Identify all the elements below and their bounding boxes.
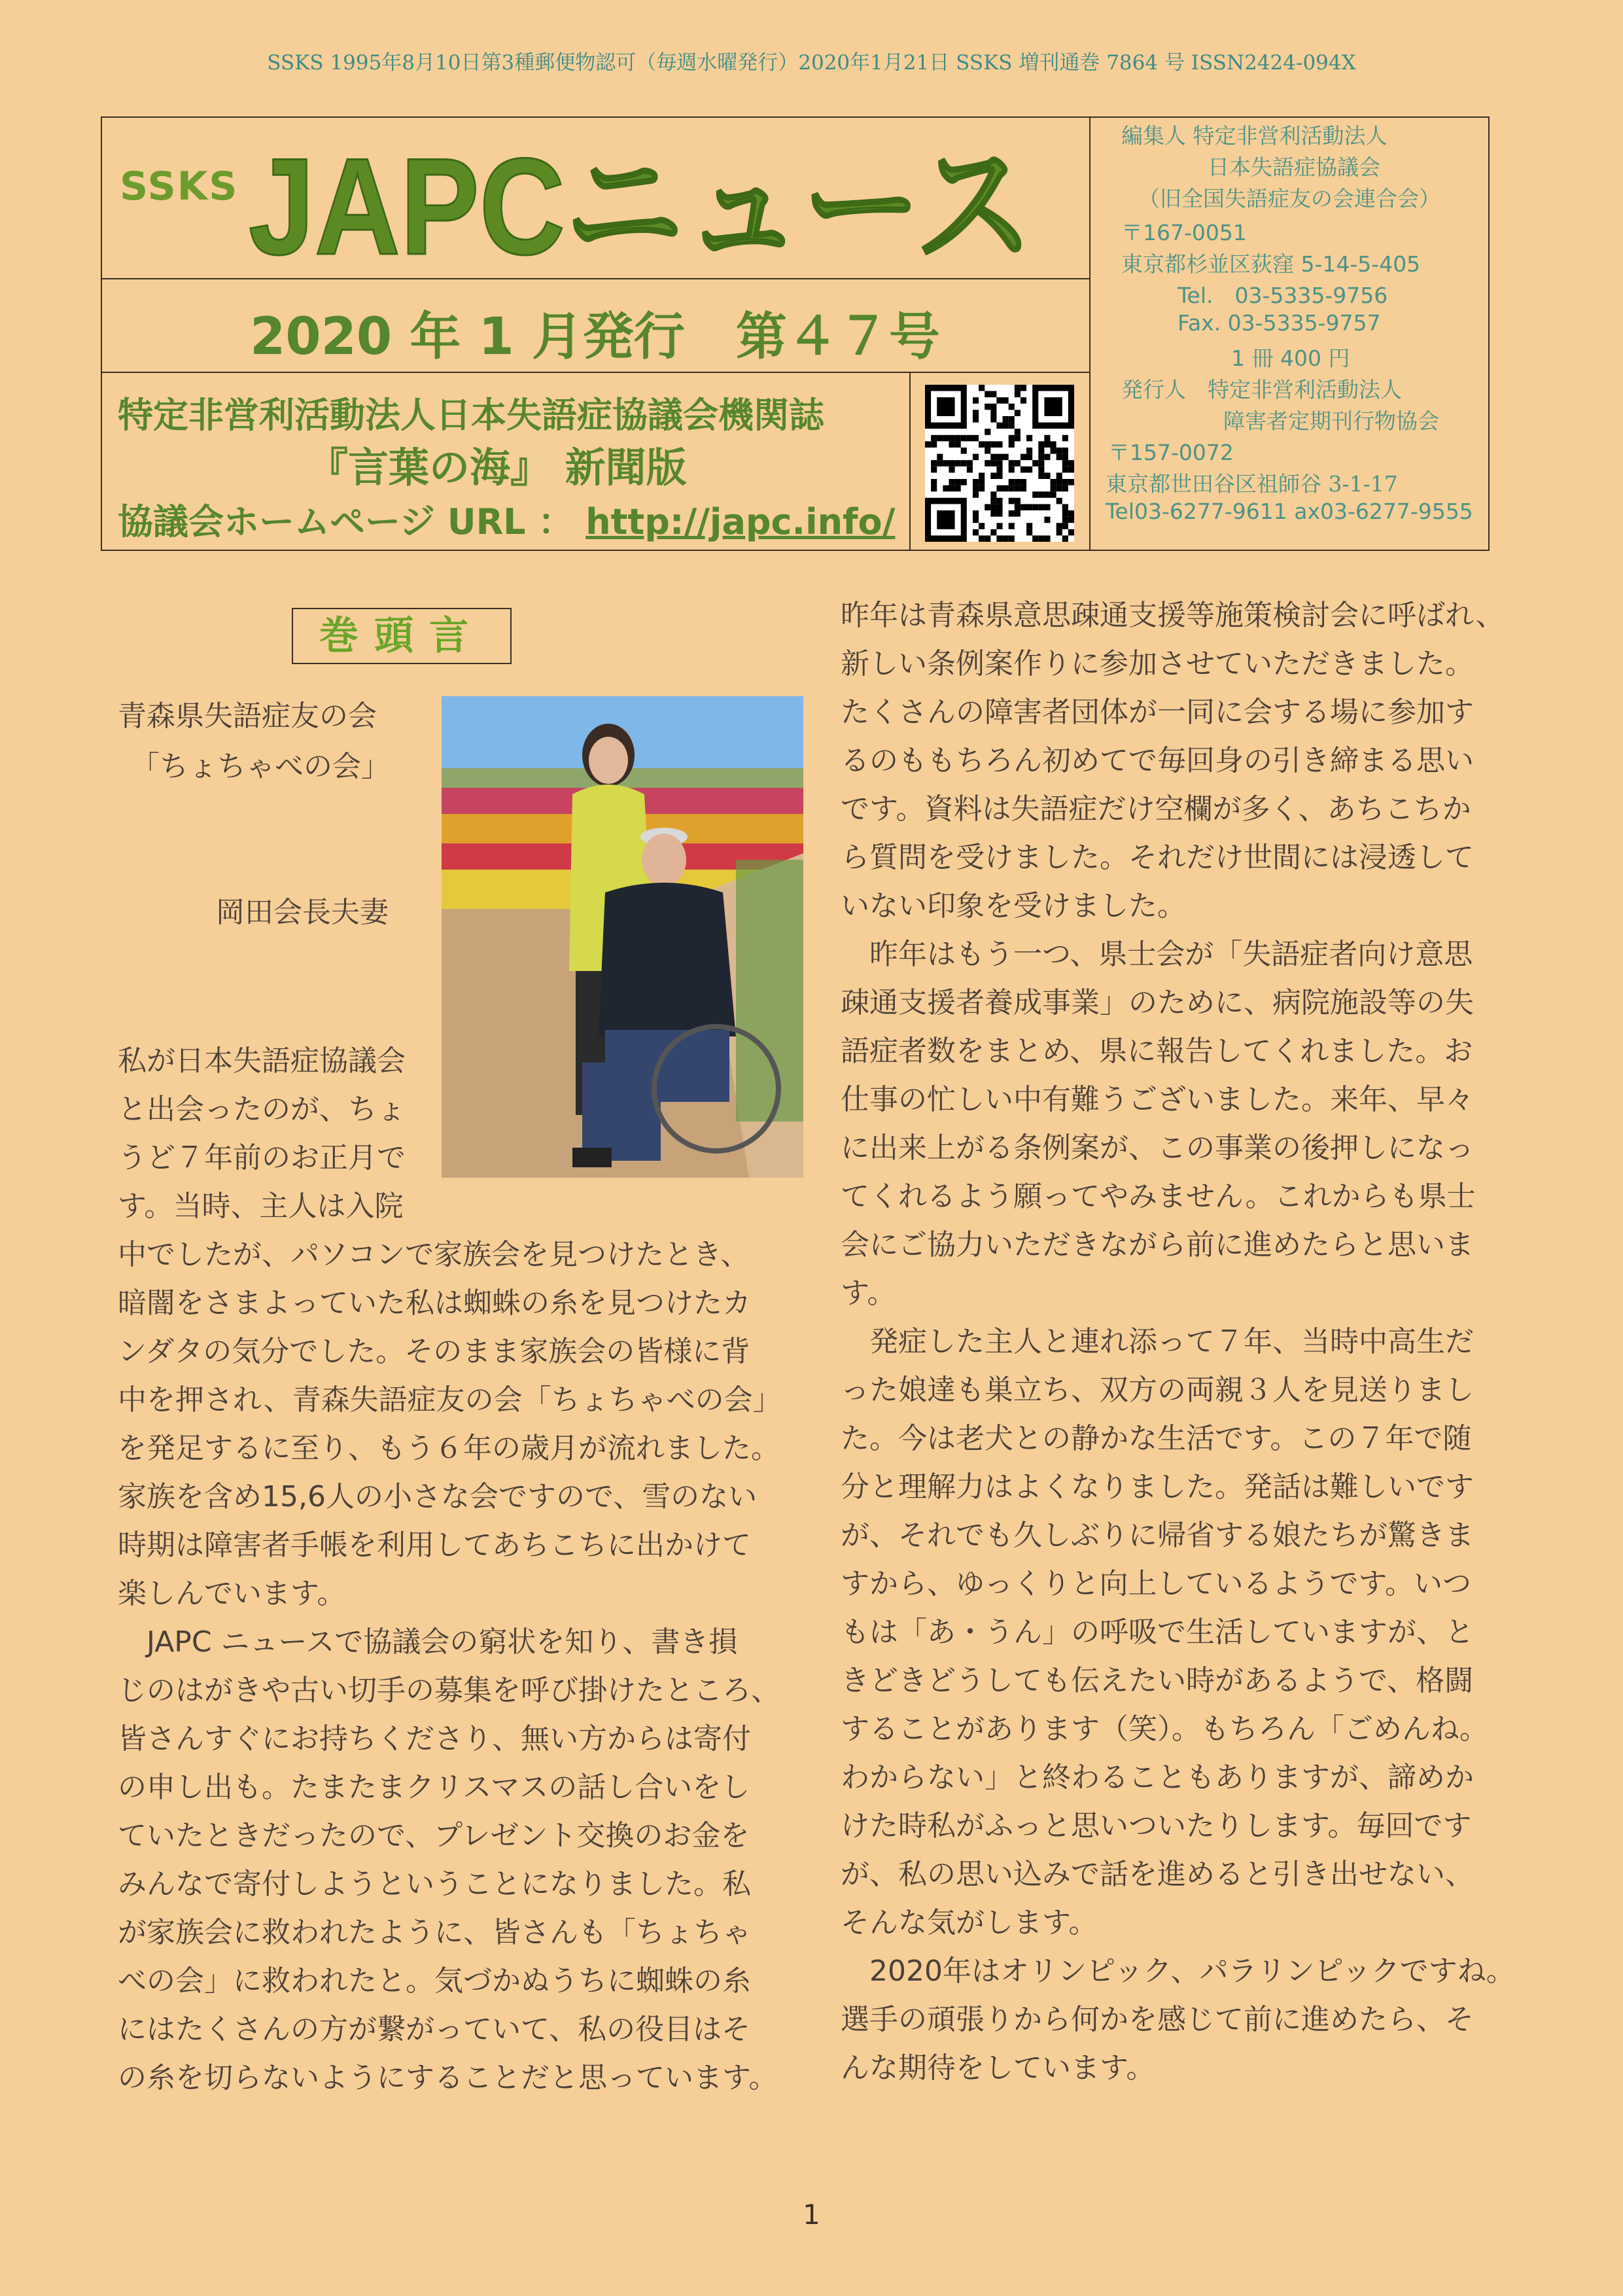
paragraph-line: 発症した主人と連れ添って７年、当時中高生だ xyxy=(841,1325,1474,1358)
paragraph-line: 時期は障害者手帳を利用してあちこちに出かけて xyxy=(118,1528,751,1562)
paragraph-line: うど７年前のお正月で xyxy=(118,1141,406,1174)
homepage-link[interactable]: http://japc.info/ xyxy=(585,501,896,542)
paragraph-line: もは「あ・うん」の呼吸で生活していますが、と xyxy=(841,1616,1474,1649)
paragraph-line: みんなで寄付しようということになりました。私 xyxy=(118,1867,751,1901)
paragraph-line: 疎通支援者養成事業」のために、病院施設等の失 xyxy=(841,986,1474,1019)
masthead-divider xyxy=(909,372,911,551)
paragraph-line: ら質問を受けました。それだけ世間には浸透して xyxy=(841,841,1474,874)
publisher-info-line: 〒157-0072 xyxy=(1108,440,1234,465)
author-line: 岡田会長夫妻 xyxy=(216,896,389,929)
paragraph-line: るのももちろん初めてで毎回身の引き締まる思い xyxy=(841,744,1474,777)
publisher-info-line: Fax. 03-5335-9757 xyxy=(1178,310,1381,336)
paragraph-line: 2020年はオリンピック、パラリンピックですね。 xyxy=(841,1954,1515,1988)
paragraph-line: 新しい条例案作りに参加させていただきました。 xyxy=(841,647,1474,680)
paragraph-line: 皆さんすぐにお持ちくださり、無い方からは寄付 xyxy=(118,1722,751,1756)
masthead-divider xyxy=(1089,116,1091,551)
paragraph-line: の申し出も。たまたまクリスマスの話し合いをし xyxy=(118,1771,750,1804)
paragraph-line: す。当時、主人は入院 xyxy=(118,1190,404,1223)
paragraph-line: たくさんの障害者団体が一同に会する場に参加す xyxy=(841,696,1474,729)
publisher-info-line: Tel. 03-5335-9756 xyxy=(1178,283,1388,308)
publication-registration-line: SSKS 1995年8月10日第3種郵便物認可（毎週水曜発行）2020年1月21日 SSKS 増刊通巻 7864 号 ISSN2424-094X xyxy=(267,51,1356,75)
paragraph-line: ていたときだったので、プレゼント交換のお金を xyxy=(118,1819,750,1852)
publisher-info-line: 東京都世田谷区祖師谷 3-1-17 xyxy=(1106,471,1398,497)
publisher-info-line: 日本失語症協議会 xyxy=(1208,154,1380,180)
publisher-info-line: 東京都杉並区荻窪 5-14-5-405 xyxy=(1121,251,1421,277)
masthead-prefix: SSKS xyxy=(120,164,239,209)
paragraph-line: に出来上がる条例案が、この事業の後押しになっ xyxy=(841,1131,1474,1165)
publisher-info-line: 〒167-0051 xyxy=(1121,220,1247,245)
couple-photo-image xyxy=(442,696,803,1178)
paragraph-line: が、私の思い込みで話を進めると引き出せない、 xyxy=(841,1858,1474,1891)
paragraph-line: 中でしたが、パソコンで家族会を見つけたとき、 xyxy=(118,1238,750,1271)
masthead-title xyxy=(249,128,1073,279)
paragraph-line: と出会ったのが、ちょ xyxy=(118,1093,406,1126)
issue-line: 2020 年 1 月発行 第４７号 xyxy=(250,308,940,366)
paragraph-line: 分と理解力はよくなりました。発話は難しいです xyxy=(841,1470,1474,1504)
paragraph-line: が家族会に救われたように、皆さんも「ちょちゃ xyxy=(118,1916,751,1949)
publisher-info-line: 編集人 特定非営利活動法人 xyxy=(1121,123,1387,149)
paragraph-line: べの会」に救われたと。気づかぬうちに蜘蛛の糸 xyxy=(118,1964,751,1998)
publisher-info-line: （旧全国失語症友の会連合会） xyxy=(1138,186,1440,211)
paragraph-line: きどきどうしても伝えたい時があるようで、格闘 xyxy=(841,1664,1474,1697)
masthead-divider xyxy=(101,372,1089,373)
publisher-info-line: 障害者定期刊行物協会 xyxy=(1223,408,1439,434)
paragraph-line: じのはがきや古い切手の募集を呼び掛けたところ、 xyxy=(118,1674,780,1707)
paragraph-line: わからない」と終わることもありますが、諦めか xyxy=(841,1761,1474,1794)
paragraph-line: いない印象を受けました。 xyxy=(841,889,1186,923)
homepage-line xyxy=(118,494,895,544)
paragraph-line: す。 xyxy=(841,1277,896,1310)
paragraph-line: を発足するに至り、もう６年の歳月が流れました。 xyxy=(118,1432,780,1465)
article-heading: 巻頭言 xyxy=(292,608,512,664)
publisher-info-line: 1 冊 400 円 xyxy=(1231,345,1350,371)
paragraph-line: 私が日本失語症協議会 xyxy=(118,1044,406,1078)
author-line: 「ちょちゃべの会」 xyxy=(131,750,390,783)
paragraph-line: にはたくさんの方が繋がっていて、私の役目はそ xyxy=(118,2013,751,2046)
paragraph-line: けた時私がふっと思いついたりします。毎回です xyxy=(841,1809,1472,1843)
org-line: 特定非営利活動法人日本失語症協議会機関誌 xyxy=(118,395,824,436)
paragraph-line: 楽しんでいます。 xyxy=(118,1577,346,1610)
paragraph-line: です。資料は失語症だけ空欄が多く、あちこちか xyxy=(841,792,1471,826)
paragraph-line: 中を押され、青森失語症友の会「ちょちゃべの会」 xyxy=(118,1383,782,1417)
paragraph-line: JAPC ニュースで協議会の窮状を知り、書き損 xyxy=(118,1625,738,1659)
paragraph-line: の糸を切らないようにすることだと思っています。 xyxy=(118,2061,778,2094)
paragraph-line: そんな気がします。 xyxy=(841,1906,1098,1939)
paragraph-line: 暗闇をさまよっていた私は蜘蛛の糸を見つけたカ xyxy=(118,1286,751,1320)
publisher-info-line: 発行人 特定非営利活動法人 xyxy=(1121,377,1402,402)
couple-photo xyxy=(442,696,803,1178)
masthead-title-text: JAPCニュース xyxy=(249,130,1034,279)
homepage-label: 協議会ホームページ URL ： xyxy=(118,501,574,542)
paragraph-line: 昨年はもう一つ、県士会が「失語症者向け意思 xyxy=(841,938,1473,971)
paragraph-line: た。今は老犬との静かな生活です。この７年で随 xyxy=(841,1422,1472,1455)
paragraph-line: 語症者数をまとめ、県に報告してくれました。お xyxy=(841,1034,1473,1068)
masthead-subtitle: 『言葉の海』 新聞版 xyxy=(307,444,687,491)
paragraph-line: 会にご協力いただきながら前に進めたらと思いま xyxy=(841,1228,1474,1262)
paragraph-line: 仕事の忙しい中有難うございました。来年、早々 xyxy=(841,1083,1474,1116)
paragraph-line: 昨年は青森県意思疎通支援等施策検討会に呼ばれ、 xyxy=(841,599,1505,632)
qr-code-graphic xyxy=(925,385,1074,542)
paragraph-line: んな期待をしています。 xyxy=(841,2051,1155,2085)
paragraph-line: った娘達も巣立ち、双方の両親３人を見送りまし xyxy=(841,1373,1474,1407)
paragraph-line: することがあります（笑）。もちろん「ごめんね。 xyxy=(841,1712,1488,1746)
paragraph-line: てくれるよう願ってやみません。これからも県士 xyxy=(841,1180,1476,1213)
page-number: 1 xyxy=(803,2199,820,2231)
publisher-info-line: Tel03-6277-9611 ax03-6277-9555 xyxy=(1106,499,1473,524)
paragraph-line: が、それでも久しぶりに帰省する娘たちが驚きま xyxy=(841,1519,1474,1552)
paragraph-line: 家族を含め15,6人の小さな会ですので、雪のない xyxy=(118,1480,758,1513)
paragraph-line: ンダタの気分でした。そのまま家族会の皆様に背 xyxy=(118,1335,750,1368)
paragraph-line: 選手の頑張りから何かを感じて前に進めたら、そ xyxy=(841,2003,1474,2036)
qr-code xyxy=(925,385,1074,542)
paragraph-line: すから、ゆっくりと向上しているようです。いつ xyxy=(841,1567,1472,1600)
author-line: 青森県失語症友の会 xyxy=(118,699,377,733)
